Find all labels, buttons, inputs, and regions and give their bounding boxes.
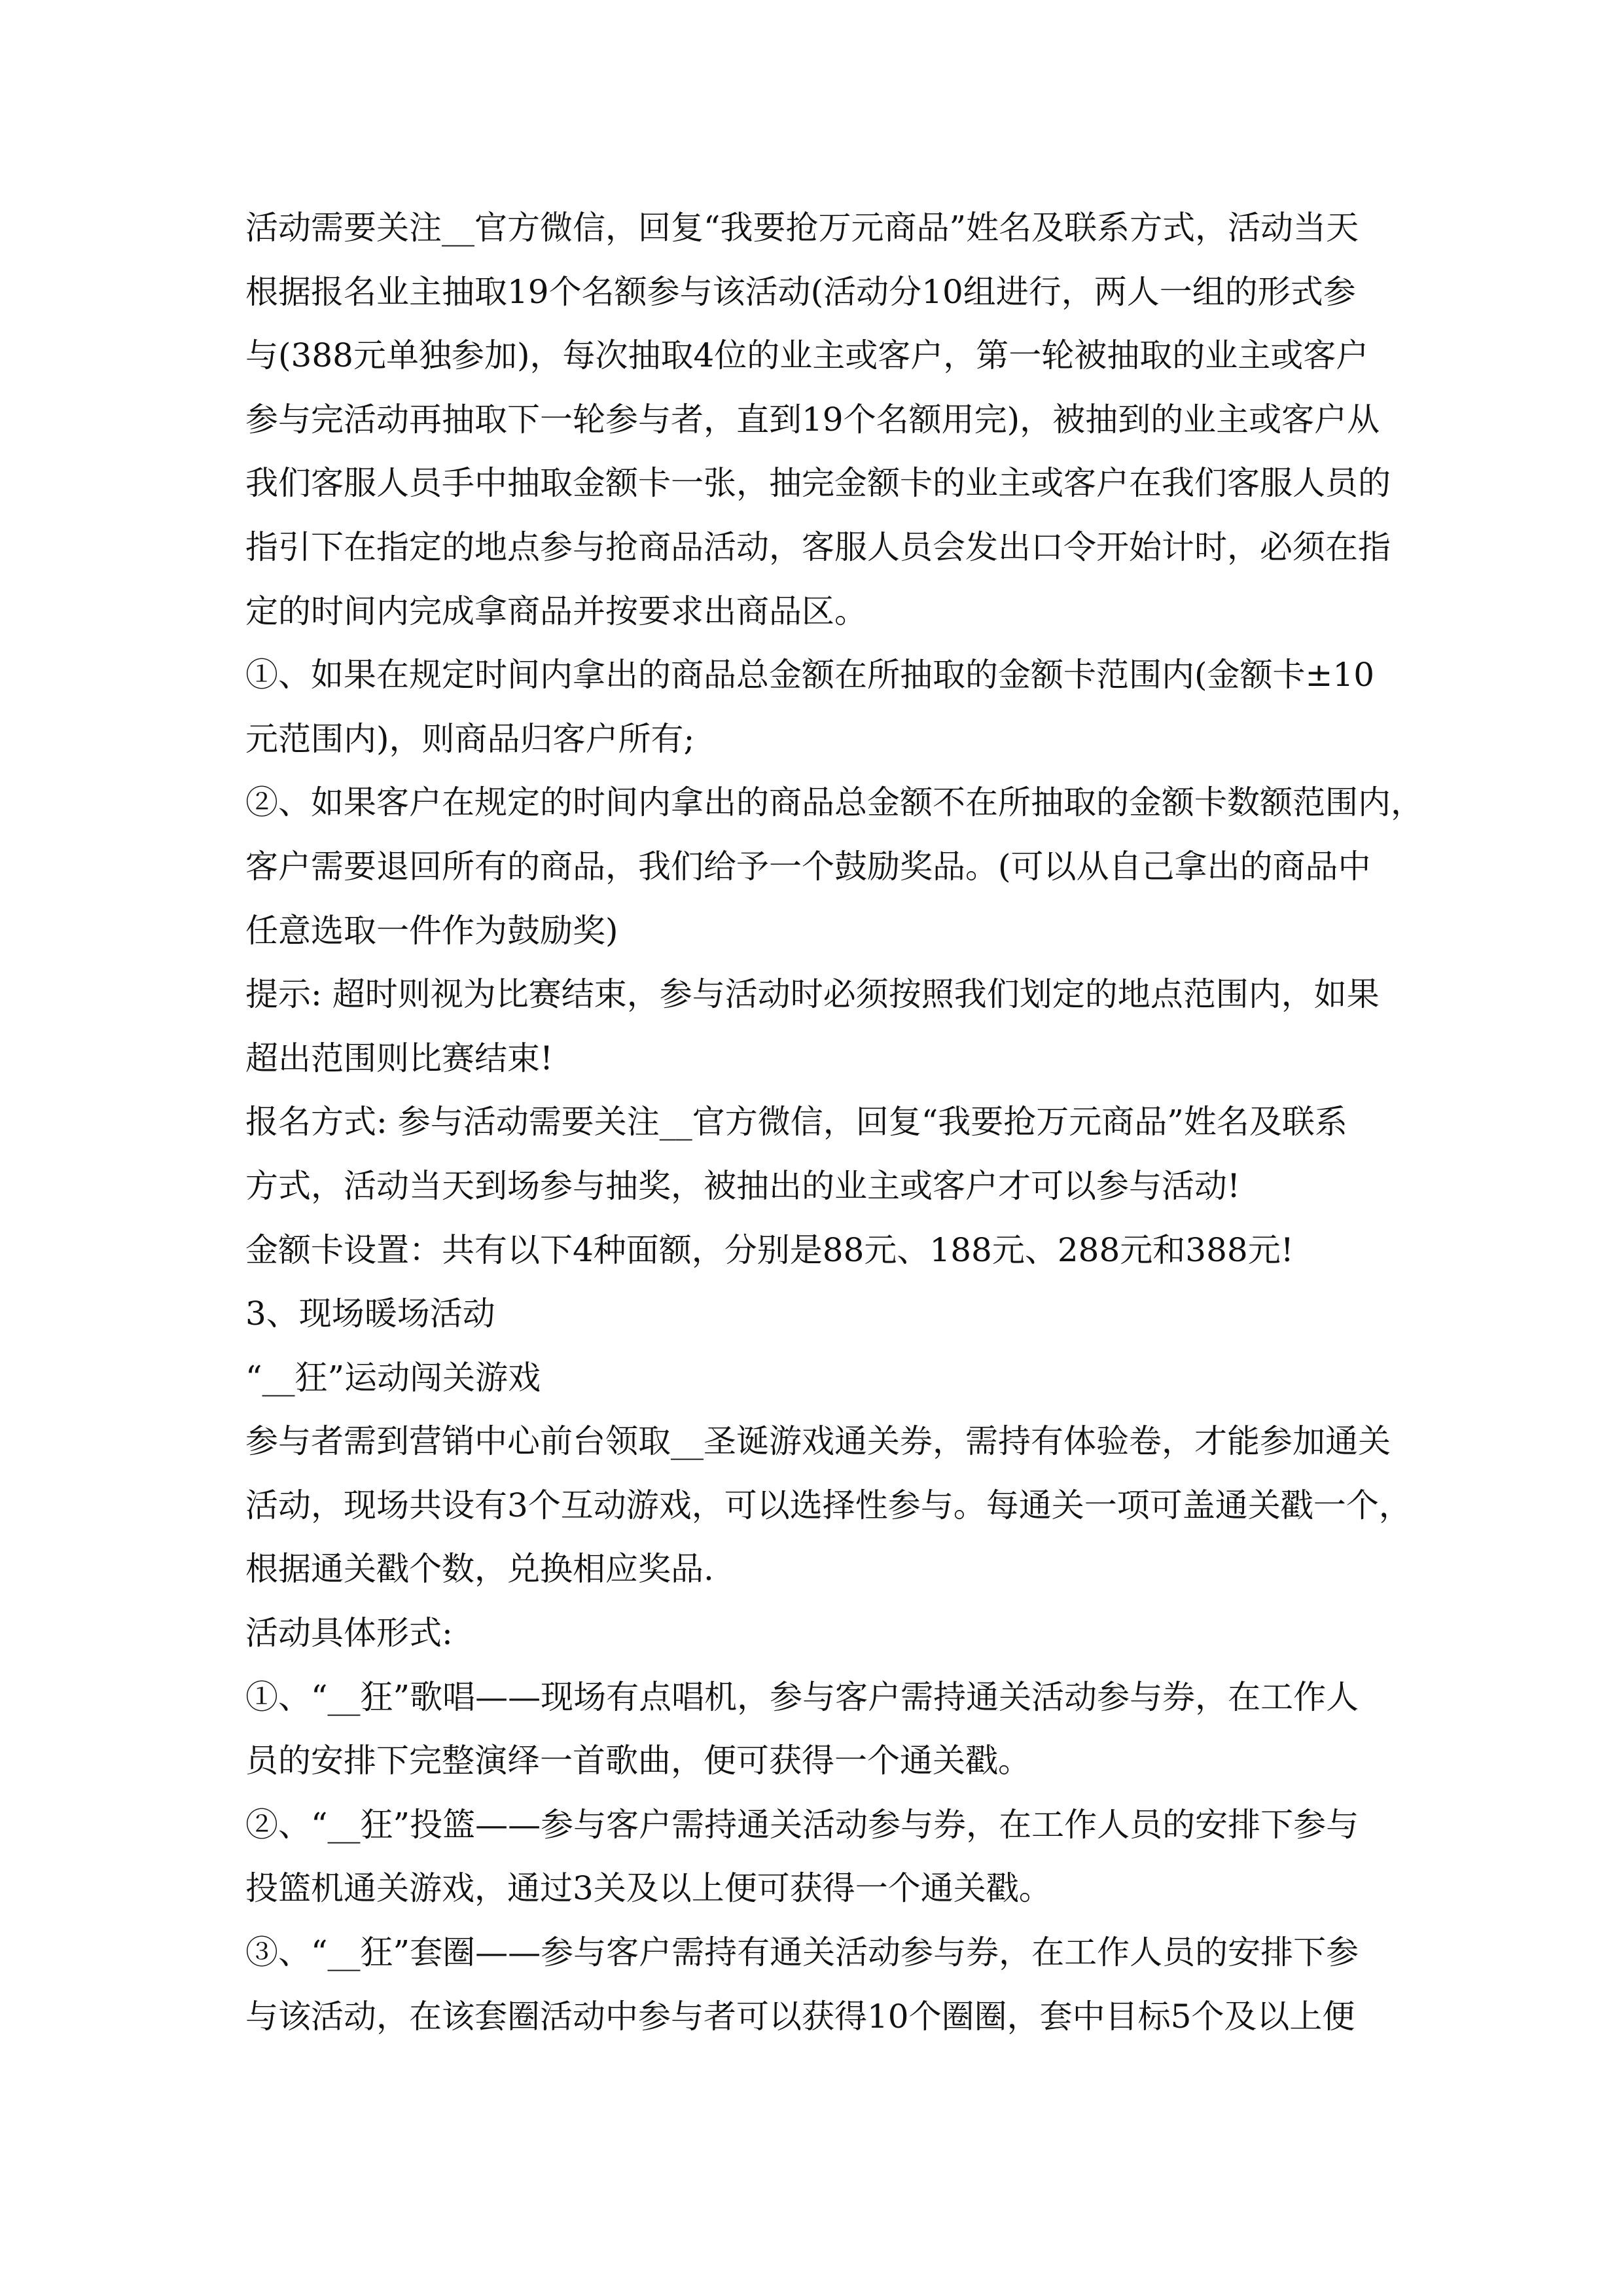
text-line: 超出范围则比赛结束! — [245, 1039, 554, 1077]
text-line: 元范围内)，则商品归客户所有; — [245, 719, 695, 758]
text-line: 报名方式: 参与活动需要关注__官方微信，回复“我要抢万元商品”姓名及联系 — [245, 1103, 1347, 1141]
text-line: 参与完活动再抽取下一轮参与者，直到19个名额用完)，被抽到的业主或客户从 — [245, 400, 1380, 439]
text-line: 活动需要关注__官方微信，回复“我要抢万元商品”姓名及联系方式，活动当天 — [245, 209, 1359, 247]
text-line: 活动，现场共设有3个互动游戏，可以选择性参与。每通关一项可盖通关戳一个， — [245, 1486, 1412, 1524]
text-line: 参与者需到营销中心前台领取__圣诞游戏通关券，需持有体验卷，才能参加通关 — [245, 1422, 1391, 1461]
text-line: 投篮机通关游戏，通过3关及以上便可获得一个通关戳。 — [245, 1869, 1052, 1908]
text-line: 活动具体形式: — [245, 1614, 453, 1653]
text-line: 任意选取一件作为鼓励奖) — [245, 911, 618, 950]
text-line: 我们客服人员手中抽取金额卡一张，抽完金额卡的业主或客户在我们客服人员的 — [245, 464, 1391, 503]
text-line: 定的时间内完成拿商品并按要求出商品区。 — [245, 592, 867, 630]
text-line: ②、“__狂”投篮——参与客户需持通关活动参与券，在工作人员的安排下参与 — [245, 1805, 1359, 1844]
text-line: 客户需要退回所有的商品，我们给予一个鼓励奖品。(可以从自己拿出的商品中 — [245, 847, 1371, 886]
text-line: ①、“__狂”歌唱——现场有点唱机，参与客户需持通关活动参与券，在工作人 — [245, 1677, 1359, 1716]
text-line: 与该活动，在该套圈活动中参与者可以获得10个圈圈，套中目标5个及以上便 — [245, 1997, 1355, 2036]
text-line: 方式，活动当天到场参与抽奖，被抽出的业主或客户才可以参与活动! — [245, 1166, 1241, 1205]
text-line: 与(388元单独参加)，每次抽取4位的业主或客户，第一轮被抽取的业主或客户 — [245, 336, 1369, 375]
text-line: 指引下在指定的地点参与抢商品活动，客服人员会发出口令开始计时，必须在指 — [245, 528, 1391, 566]
subsection-heading: “__狂”运动闯关游戏 — [245, 1358, 541, 1397]
document-body — [245, 196, 1423, 2049]
text-line: 提示: 超时则视为比赛结束，参与活动时必须按照我们划定的地点范围内，如果 — [245, 975, 1380, 1014]
text-line: 根据报名业主抽取19个名额参与该活动(活动分10组进行，两人一组的形式参 — [245, 272, 1356, 311]
section-heading: 3、现场暖场活动 — [245, 1295, 495, 1333]
text-line: ②、如果客户在规定的时间内拿出的商品总金额不在所抽取的金额卡数额范围内， — [245, 783, 1423, 822]
text-line: 员的安排下完整演绎一首歌曲，便可获得一个通关戳。 — [245, 1742, 1031, 1780]
text-line: 根据通关戳个数，兑换相应奖品. — [245, 1550, 714, 1588]
text-line: ③、“__狂”套圈——参与客户需持有通关活动参与券，在工作人员的安排下参 — [245, 1933, 1359, 1972]
text-line: 金额卡设置：共有以下4种面额，分别是88元、188元、288元和388元! — [245, 1230, 1294, 1269]
text-line: ①、如果在规定时间内拿出的商品总金额在所抽取的金额卡范围内(金额卡±10 — [245, 656, 1375, 694]
